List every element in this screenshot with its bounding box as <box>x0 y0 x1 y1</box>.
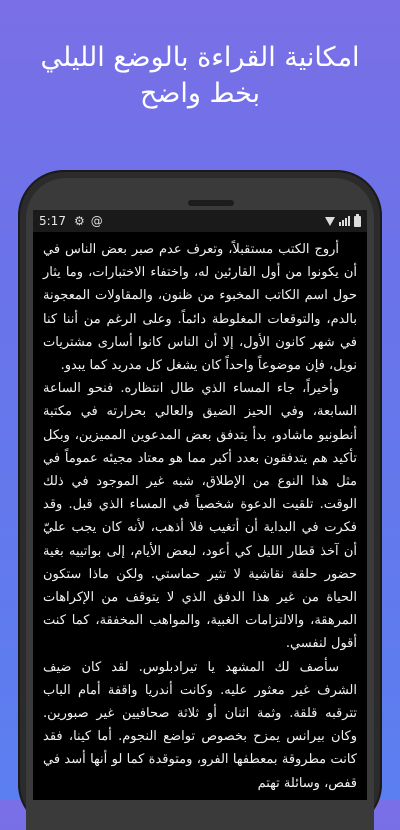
status-time: 5:17 <box>39 214 66 228</box>
phone-screen <box>33 210 367 800</box>
wifi-icon <box>325 217 335 226</box>
reader-content[interactable] <box>33 232 367 795</box>
status-bar <box>33 210 367 232</box>
reader-paragraph-3: سأصف لك المشهد يا تيرادبلوس. لقد كان ضيف الشرف غير معثور عليه. وكانت أندريا واقفة أمام الباب تترقبه قلقة. وثمة اثنان أو ثلاثة صحافيين غير صبورين. وكان بيرانس يمزح بخصوص تواضع النجوم. أما كينا، فقد كانت مطروقة بمعطفها الفرو، ومتوقدة كما لو أنها أسد في قفص، وسائلة تهتم <box>43 659 357 791</box>
headline-line-1: امكانية القراءة بالوضع الليلي <box>40 42 360 73</box>
at-icon: @ <box>90 214 103 228</box>
signal-icon <box>339 216 350 226</box>
reader-paragraph-1: أروج الكتب مستقبلاً، وتعرف عدم صبر بعض الناس في أن يكونوا من أول القارئين له، واختفاء الاختبارات، وما يثار حول اسم الكاتب المخبوء من ظنون، والمقاولات المعجونة بالدم، والتوقعات المغلوطة دائماً. وعلى الرغم من أننا كنا في شهر كانون الأول، إلا أن الناس كانوا أسارى مشتريات نويل، فإن موضوعاً واحداً كان يشغل كل مدريد كما يبدو. <box>43 242 357 374</box>
reader-paragraph-2: وأخيراً، جاء المساء الذي طال انتظاره. فنحو الساعة السابعة، وفي الحيز الضيق والعالي بحرارته في مكتبة أنطونيو ماشادو، بدأ يتدفق بعض المدعوين المميزين، وبكل تأكيد هم يتدفقون بعدد أكبر مما هو معتاد مجيئه عموماً في مثل هذا النوع من الإطلاق، شبه غير الموجود في ذلك الوقت. تلقيت الدعوة شخصياً في المساء الذي قبل. وقد فكرت في البداية أن أتغيب فلا أذهب، لأنه كان يجب عليّ أن آخذ قطار الليل كي أعود، لبعض الأيام، إلى بواتييه بغية حضور حلقة نقاشية لا تثير حماستي. ولكن ماذا ستكون الحياة من غير هذا الدفق الذي لا يتوقف من الإكراهات المرهقة، والالتزامات الغبية، والمواهب المخفقة، كما كنت أقول لنفسي. <box>43 381 357 652</box>
promo-headline <box>0 40 400 112</box>
phone-speaker <box>188 200 234 206</box>
battery-icon <box>354 216 361 227</box>
gear-icon: ⚙ <box>73 214 85 228</box>
status-right-icons <box>325 216 361 227</box>
headline-line-2: بخط واضح <box>139 78 261 109</box>
